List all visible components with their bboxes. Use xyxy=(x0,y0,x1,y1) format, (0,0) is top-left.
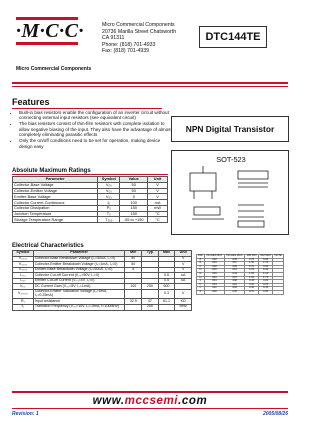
logo-bottom-bar xyxy=(16,42,78,45)
electrical-cell xyxy=(142,290,159,299)
electrical-cell: 0.5 xyxy=(158,278,175,284)
dimensions-cell: 0.90 xyxy=(258,258,273,262)
dimensions-cell: 0.10 xyxy=(245,280,259,284)
ratings-cell: V₀₀ xyxy=(98,194,120,200)
footer-website[interactable] xyxy=(0,395,300,407)
electrical-col-header: Min xyxy=(125,251,142,257)
ratings-cell: 150 xyxy=(120,211,148,217)
table-row xyxy=(13,305,192,311)
dimensions-cell: .028 xyxy=(204,265,224,269)
electrical-cell: Input resistance xyxy=(33,299,125,305)
electrical-col-header: Unit xyxy=(175,251,192,257)
dimensions-cell: .035 xyxy=(224,258,245,262)
dimensions-header-cell: MM MAX xyxy=(260,254,271,257)
dimensions-cell: .043 xyxy=(224,272,245,276)
dimensions-header-cell: INCHES MIN xyxy=(204,255,224,259)
dimensions-header-cell: INCHES MAX xyxy=(224,255,245,259)
ratings-cell: Junction Temperature xyxy=(13,211,98,217)
dimensions-header-cell: MM MIN xyxy=(246,254,257,257)
dimensions-cell: .059 xyxy=(204,276,224,280)
table-row xyxy=(197,290,284,294)
revision-label: Revision: 1 xyxy=(12,411,39,417)
dimensions-cell: 0.70 xyxy=(245,258,259,262)
dimensions-cell: A xyxy=(197,258,205,262)
dimensions-cell: 1.50 xyxy=(245,276,259,280)
ratings-cell: Emitter-Base Voltage xyxy=(13,194,98,200)
electrical-cell: Collector-Emitter Breakdown Voltage (I₀=1mA, I₀=0) xyxy=(33,262,125,268)
dimensions-cell: 0.70 xyxy=(245,265,259,269)
electrical-cell: Collector-Emitter Saturation Voltage (I₀=5mA, I₀=0.25mA) xyxy=(33,290,125,299)
electrical-cell: Emitter Cut-off Current (V₀₀=4V, I₀=0) xyxy=(33,278,125,284)
electrical-cell: 5 xyxy=(125,267,142,273)
feature-item: • The bias resistors consist of thin-film resistors with complete isolation to allow negative biasing of the input. They also have the advantage of almost completely eliminating parasitic effects xyxy=(19,121,172,137)
ratings-col-header: Symbol xyxy=(98,177,120,183)
dimensions-cell: .018 xyxy=(224,287,245,291)
dimensions-cell: S xyxy=(197,290,205,294)
feature-item: • Only the on/off conditions need to be set for operation, making device design easy xyxy=(19,138,172,149)
dimensions-cell: .059 xyxy=(204,262,224,266)
dimensions-cell: 0.30 xyxy=(245,287,259,291)
ratings-cell: T₀₀₀ xyxy=(98,217,120,223)
electrical-cell xyxy=(125,305,142,311)
electrical-table xyxy=(12,250,192,311)
electrical-cell: 250 xyxy=(142,305,159,311)
logo-text: ·M·C·C· xyxy=(16,20,84,42)
electrical-cell: V xyxy=(175,267,192,273)
dimensions-header-cell: DIM xyxy=(197,254,203,257)
ratings-cell: V xyxy=(148,182,168,188)
electrical-cell: V₀₀₀₀₀ xyxy=(13,290,34,299)
dimensions-cell: C xyxy=(197,265,205,269)
ratings-cell: 5 xyxy=(120,194,148,200)
ratings-col-header: Unit xyxy=(148,177,168,183)
dimensions-cell: 0.70 xyxy=(245,290,259,294)
ratings-cell: mA xyxy=(148,200,168,206)
mcc-logo xyxy=(16,16,84,46)
ratings-col-header: Value xyxy=(120,177,148,183)
dimensions-cell: 0.10 xyxy=(245,283,259,287)
ratings-cell: V xyxy=(148,194,168,200)
electrical-cell: 50 xyxy=(125,262,142,268)
electrical-cell: I₀₀₀ xyxy=(13,273,34,279)
electrical-heading: Electrical Characteristics xyxy=(12,243,84,249)
ratings-heading: Absolute Maximum Ratings xyxy=(12,168,91,174)
electrical-cell: Collector-Base Breakdown Voltage (I₀=50uA, I₀=0) xyxy=(33,256,125,262)
ratings-cell: P₀ xyxy=(98,205,120,211)
electrical-col-header: Max xyxy=(158,251,175,257)
dimensions-cell: J xyxy=(197,280,205,284)
dimensions-cell: 1.10 xyxy=(258,272,273,276)
dimensions-header-row xyxy=(197,255,284,259)
electrical-cell: Emitter-Base Breakdown Voltage (I₀=50uA, I₀=0) xyxy=(33,267,125,273)
features-underline xyxy=(12,108,162,109)
document-date: 2005/08/26 xyxy=(262,411,288,417)
package-drawing xyxy=(172,165,290,235)
header-divider-thin xyxy=(12,86,288,87)
ratings-cell: V xyxy=(148,188,168,194)
dimensions-cell: 0.15 xyxy=(245,269,259,273)
electrical-cell: 32.9 xyxy=(125,299,142,305)
dimensions-cell: 0.30 xyxy=(258,269,273,273)
company-line: Micro Commercial Components xyxy=(102,22,175,28)
electrical-cell: f₀ xyxy=(13,305,34,311)
ratings-cell: 100 xyxy=(120,200,148,206)
features-list xyxy=(12,110,172,150)
ratings-cell: I₀ xyxy=(98,200,120,206)
electrical-cell: KΩ xyxy=(175,299,192,305)
dimensions-cell: K xyxy=(197,283,205,287)
device-description-box xyxy=(171,116,289,142)
ratings-cell: V₀₀ xyxy=(98,188,120,194)
electrical-cell: 600 xyxy=(158,284,175,290)
electrical-col-header: Parameter xyxy=(33,251,125,257)
electrical-cell: V₀₀₀₀ xyxy=(13,256,34,262)
electrical-cell: V xyxy=(175,256,192,262)
dimensions-table xyxy=(196,254,284,295)
footer-url-prefix: www. xyxy=(92,395,125,407)
dimensions-cell: G xyxy=(197,272,205,276)
electrical-cell: 61.1 xyxy=(158,299,175,305)
dimensions-cell: 1.70 xyxy=(258,276,273,280)
electrical-cell: Collector Cut-off Current (V₀₀=50V, I₀=0) xyxy=(33,273,125,279)
dimensions-cell: H xyxy=(197,276,205,280)
dimensions-cell: .008 xyxy=(224,280,245,284)
dimensions-cell: D xyxy=(197,269,205,273)
ratings-table xyxy=(12,176,168,223)
package-label: SOT-523 xyxy=(216,155,246,164)
footer-divider xyxy=(12,391,288,393)
table-row xyxy=(13,290,192,299)
dimensions-cell: .006 xyxy=(204,269,224,273)
ratings-cell: Collector Current-Continuous xyxy=(13,200,98,206)
dimensions-cell: 0.20 xyxy=(258,280,273,284)
company-line: CA 91311 xyxy=(102,35,125,42)
electrical-cell: uA xyxy=(175,273,192,279)
electrical-cell: 0.5 xyxy=(158,273,175,279)
ratings-cell: 50 xyxy=(120,182,148,188)
dimensions-cell: .067 xyxy=(224,276,245,280)
header-divider xyxy=(12,82,288,84)
electrical-cell: 250 xyxy=(142,284,159,290)
device-description: NPN Digital Transistor xyxy=(185,124,275,134)
dimensions-cell: .028 xyxy=(204,290,224,294)
electrical-cell: 100 xyxy=(125,284,142,290)
dimensions-cell: .012 xyxy=(224,269,245,273)
ratings-cell: °C xyxy=(148,211,168,217)
electrical-cell xyxy=(158,305,175,311)
dimensions-cell: .028 xyxy=(204,258,224,262)
ratings-cell: Storage Temperature Range xyxy=(13,217,98,223)
electrical-cell: V₀₀₀₀ xyxy=(13,267,34,273)
electrical-cell: I₀₀₀ xyxy=(13,278,34,284)
electrical-col-header: Typ xyxy=(142,251,159,257)
dimensions-cell: .035 xyxy=(224,290,245,294)
dimensions-cell: .010 xyxy=(224,283,245,287)
dimensions-cell: B xyxy=(197,262,205,266)
dimensions-cell: 0.90 xyxy=(258,290,273,294)
dimensions-cell: .067 xyxy=(224,262,245,266)
ratings-cell: Collector Dissipation xyxy=(13,205,98,211)
electrical-cell: V xyxy=(175,262,192,268)
table-row xyxy=(13,217,168,223)
ratings-cell: Collector-Base Voltage xyxy=(13,182,98,188)
dimensions-cell: 1.70 xyxy=(258,262,273,266)
ratings-cell: Collector-Emitter Voltage xyxy=(13,188,98,194)
company-line: Fax: (818) 701-4939 xyxy=(102,48,150,55)
footer-url-suffix: .com xyxy=(178,395,208,407)
ratings-cell: 50 xyxy=(120,188,148,194)
dimensions-cell: L xyxy=(197,287,205,291)
electrical-cell: MHz xyxy=(175,305,192,311)
electrical-col-header: Symbol xyxy=(13,251,34,257)
features-heading: Features xyxy=(12,97,50,107)
ratings-cell: T₀ xyxy=(98,211,120,217)
dimensions-cell xyxy=(273,290,284,294)
electrical-cell: uA xyxy=(175,278,192,284)
dimensions-cell: .012 xyxy=(204,287,224,291)
part-number-box xyxy=(199,26,267,48)
dimensions-cell: .004 xyxy=(204,280,224,284)
company-line: Phone: (818) 701-4933 xyxy=(102,41,156,48)
electrical-cell: 0.3 xyxy=(158,290,175,299)
dimensions-cell: .035 xyxy=(224,265,245,269)
dimensions-cell: 1.00 xyxy=(245,272,259,276)
dimensions-header-cell: NOTE xyxy=(274,254,282,257)
electrical-cell: V₀₀₀₀ xyxy=(13,262,34,268)
footer-url-main: mccsemi xyxy=(124,395,179,407)
ratings-cell: mW xyxy=(148,205,168,211)
package-box xyxy=(171,150,289,235)
ratings-cell: -55 to +150 xyxy=(120,217,148,223)
electrical-cell xyxy=(125,290,142,299)
dimensions-cell: 0.45 xyxy=(258,287,273,291)
ratings-col-header: Parameter xyxy=(13,177,98,183)
package-outline-icon xyxy=(190,166,268,227)
ratings-underline xyxy=(12,174,168,175)
feature-item: • Built-in bias resistors enable the configuration of an inverter circuit without connecting external input resistors (see equivalent circuit) xyxy=(19,110,172,121)
dimensions-cell: 1.50 xyxy=(245,262,259,266)
logo-subtitle: Micro Commercial Components xyxy=(16,66,92,72)
electrical-cell: DC Current Gain (V₀₀=5V, I₀=1mA) xyxy=(33,284,125,290)
company-line: 20736 Marilla Street Chatsworth xyxy=(102,28,177,35)
electrical-cell: V xyxy=(175,290,192,299)
dimensions-cell: .039 xyxy=(204,272,224,276)
ratings-cell: 150 xyxy=(120,205,148,211)
electrical-cell: Transition Frequency (V₀₀=10V, I₀=-5mA, f=100MHz) xyxy=(33,305,125,311)
dimensions-cell: .004 xyxy=(204,283,224,287)
electrical-cell: R₁ xyxy=(13,299,34,305)
dimensions-cell: 0.90 xyxy=(258,265,273,269)
dimensions-cell: 0.25 xyxy=(258,283,273,287)
ratings-cell: °C xyxy=(148,217,168,223)
part-number: DTC144TE xyxy=(205,31,261,43)
electrical-cell: 47 xyxy=(142,299,159,305)
electrical-cell: h₀₀ xyxy=(13,284,34,290)
ratings-cell: V₀₀ xyxy=(98,182,120,188)
company-address xyxy=(102,22,187,55)
footer-divider-thin xyxy=(12,408,288,409)
electrical-cell: 50 xyxy=(125,256,142,262)
